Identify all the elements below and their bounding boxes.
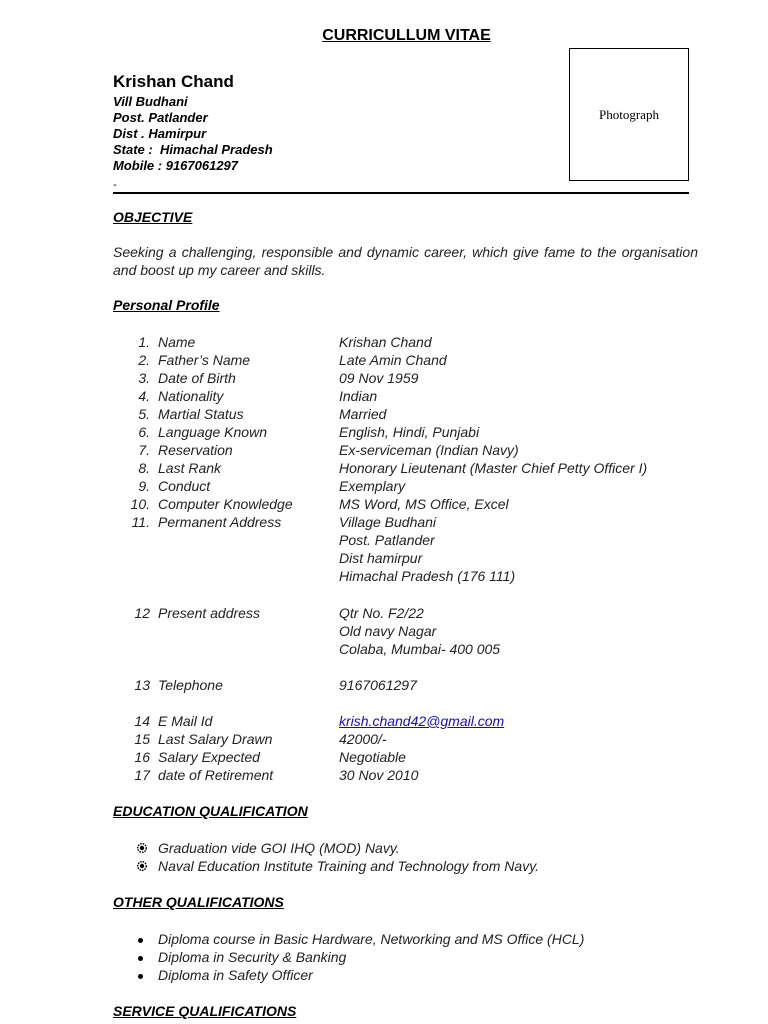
profile-item-value: Qtr No. F2/22 bbox=[339, 605, 424, 621]
profile-item-value: Indian bbox=[339, 388, 378, 404]
profile-item bbox=[0, 604, 768, 622]
profile-item-label: Permanent Address bbox=[158, 514, 282, 530]
profile-item-continuation bbox=[0, 531, 768, 549]
profile-item-value: Ex-serviceman (Indian Navy) bbox=[339, 442, 519, 458]
profile-item-number: 12 bbox=[134, 605, 150, 621]
objective-heading: OBJECTIVE bbox=[113, 209, 193, 225]
profile-item bbox=[0, 676, 768, 694]
profile-item-value: 9167061297 bbox=[339, 677, 417, 693]
address-line-post: Post. Patlander bbox=[113, 110, 208, 125]
profile-item-value: Late Amin Chand bbox=[339, 352, 447, 368]
header-divider bbox=[113, 192, 689, 194]
profile-item-number: 10. bbox=[130, 496, 150, 512]
profile-item-label: date of Retirement bbox=[158, 767, 274, 783]
address-line-village: Vill Budhani bbox=[113, 94, 188, 109]
education-item bbox=[0, 839, 768, 857]
profile-item bbox=[0, 477, 768, 495]
document-title: CURRICULLUM VITAE bbox=[322, 27, 491, 44]
profile-item-number: 8. bbox=[138, 460, 150, 476]
profile-item-label: Salary Expected bbox=[158, 749, 260, 765]
profile-item-number: 3. bbox=[138, 370, 150, 386]
profile-item-label: Name bbox=[158, 334, 196, 350]
profile-item-continuation bbox=[0, 567, 768, 585]
profile-item bbox=[0, 495, 768, 513]
profile-item-number: 15 bbox=[134, 731, 150, 747]
sun-bullet-icon bbox=[137, 843, 147, 853]
profile-item bbox=[0, 333, 768, 351]
education-heading: EDUCATION QUALIFICATION bbox=[113, 803, 308, 819]
profile-item-label: Computer Knowledge bbox=[158, 496, 293, 512]
profile-item bbox=[0, 369, 768, 387]
profile-item bbox=[0, 712, 768, 730]
other-qualification-item bbox=[0, 930, 768, 948]
profile-item-label: Last Rank bbox=[158, 460, 222, 476]
profile-item-label: Father’s Name bbox=[158, 352, 251, 368]
dot-bullet-icon bbox=[138, 938, 143, 943]
profile-item-label: Last Salary Drawn bbox=[158, 731, 273, 747]
profile-item-value: Krishan Chand bbox=[339, 334, 432, 350]
profile-item bbox=[0, 766, 768, 784]
profile-item-continuation bbox=[0, 549, 768, 567]
profile-item-number: 6. bbox=[138, 424, 150, 440]
profile-item-label: Telephone bbox=[158, 677, 223, 693]
profile-item-value: Negotiable bbox=[339, 749, 406, 765]
profile-item bbox=[0, 405, 768, 423]
profile-item bbox=[0, 748, 768, 766]
profile-item-value: English, Hindi, Punjabi bbox=[339, 424, 480, 440]
profile-item bbox=[0, 351, 768, 369]
dash-mark: - bbox=[113, 179, 117, 191]
profile-item-value: Old navy Nagar bbox=[339, 623, 437, 639]
profile-item-value: MS Word, MS Office, Excel bbox=[339, 496, 509, 512]
address-line-district: Dist . Hamirpur bbox=[113, 126, 207, 141]
profile-item-label: E Mail Id bbox=[158, 713, 213, 729]
other-qualification-item bbox=[0, 948, 768, 966]
profile-item bbox=[0, 459, 768, 477]
service-qualifications-heading: SERVICE QUALIFICATIONS bbox=[113, 1003, 297, 1019]
email-link[interactable]: krish.chand42@gmail.com bbox=[339, 713, 505, 729]
profile-item-value: 42000/- bbox=[339, 731, 387, 747]
contact-block bbox=[113, 94, 273, 174]
profile-item bbox=[0, 513, 768, 531]
address-line-mobile: Mobile : 9167061297 bbox=[113, 158, 239, 173]
profile-item-label: Martial Status bbox=[158, 406, 244, 422]
profile-item-number: 5. bbox=[138, 406, 150, 422]
profile-item-number: 2. bbox=[138, 352, 150, 368]
profile-item bbox=[0, 441, 768, 459]
personal-profile-heading: Personal Profile bbox=[113, 297, 220, 313]
profile-item bbox=[0, 387, 768, 405]
education-item-text: Naval Education Institute Training and Technology from Navy. bbox=[158, 858, 540, 874]
profile-item-value: Honorary Lieutenant (Master Chief Petty Officer I) bbox=[339, 460, 648, 476]
profile-item bbox=[0, 730, 768, 748]
profile-item-number: 11. bbox=[131, 514, 150, 530]
dot-bullet-icon bbox=[138, 974, 143, 979]
profile-item-label: Nationality bbox=[158, 388, 224, 404]
photograph-label: Photograph bbox=[599, 106, 659, 122]
profile-item-continuation bbox=[0, 622, 768, 640]
objective-text: Seeking a challenging, responsible and dynamic career, which give fame to the organisation and boost up my career and skills. bbox=[113, 244, 698, 278]
profile-item-number: 14 bbox=[134, 713, 150, 729]
profile-item-number: 17 bbox=[134, 767, 150, 783]
profile-item-label: Language Known bbox=[158, 424, 267, 440]
other-qualification-text: Diploma in Safety Officer bbox=[158, 967, 313, 983]
photograph-box bbox=[569, 48, 689, 181]
profile-item-value: Himachal Pradesh (176 111) bbox=[339, 568, 516, 584]
profile-item-number: 4. bbox=[138, 388, 150, 404]
profile-item bbox=[0, 423, 768, 441]
education-item-text: Graduation vide GOI IHQ (MOD) Navy. bbox=[158, 840, 400, 856]
sun-bullet-icon bbox=[137, 861, 147, 871]
address-line-state: State : Himachal Pradesh bbox=[113, 142, 273, 157]
other-qualification-text: Diploma in Security & Banking bbox=[158, 949, 347, 965]
profile-item-value: Village Budhani bbox=[339, 514, 437, 530]
profile-item-value: Dist hamirpur bbox=[339, 550, 423, 566]
profile-item-value: 30 Nov 2010 bbox=[339, 767, 419, 783]
other-qualification-text: Diploma course in Basic Hardware, Networking and MS Office (HCL) bbox=[158, 931, 585, 947]
other-qualifications-heading: OTHER QUALIFICATIONS bbox=[113, 894, 284, 910]
education-item bbox=[0, 857, 768, 875]
profile-item-number: 7. bbox=[138, 442, 150, 458]
profile-item-label: Conduct bbox=[158, 478, 211, 494]
other-qualification-item bbox=[0, 966, 768, 984]
profile-item-number: 1. bbox=[138, 334, 150, 350]
profile-item-number: 16 bbox=[134, 749, 150, 765]
profile-item-value: Exemplary bbox=[339, 478, 406, 494]
profile-item-number: 13 bbox=[134, 677, 150, 693]
profile-item-value: Post. Patlander bbox=[339, 532, 435, 548]
profile-item-value: Colaba, Mumbai- 400 005 bbox=[339, 641, 501, 657]
profile-item-label: Date of Birth bbox=[158, 370, 236, 386]
profile-item-label: Present address bbox=[158, 605, 260, 621]
profile-item-continuation bbox=[0, 640, 768, 658]
profile-item-value: Married bbox=[339, 406, 387, 422]
profile-item-value: 09 Nov 1959 bbox=[339, 370, 419, 386]
dot-bullet-icon bbox=[138, 956, 143, 961]
candidate-name: Krishan Chand bbox=[113, 72, 234, 91]
profile-item-number: 9. bbox=[138, 478, 150, 494]
profile-item-label: Reservation bbox=[158, 442, 233, 458]
